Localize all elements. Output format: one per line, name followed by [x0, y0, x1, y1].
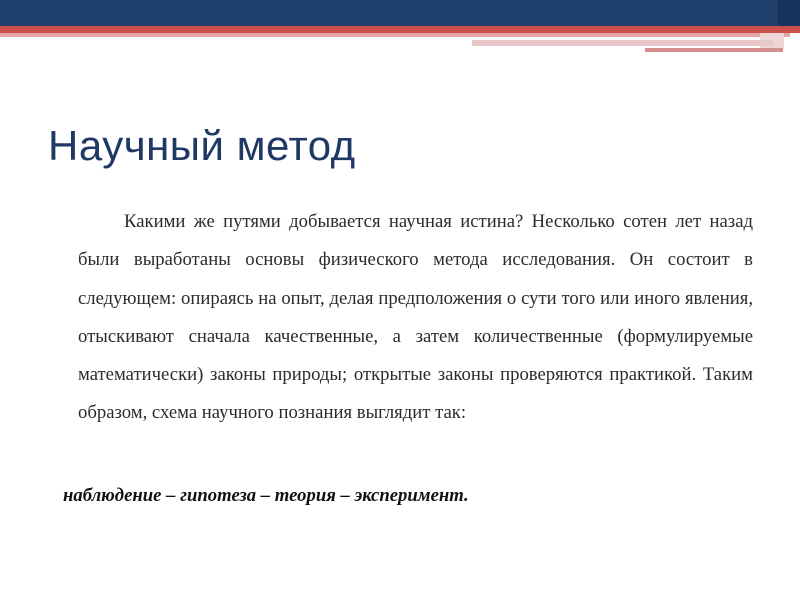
header-accent-stripe-short: [645, 48, 783, 52]
slide-title: Научный метод: [48, 122, 356, 169]
body-paragraph: Какими же путями добывается научная истина? Несколько сотен лет назад были выработаны основы физического метода исследования. Он состоит в следующем: опираясь на опыт, делая предположения о сути того или иного явления, отыскивают сначала качественные, а затем количественные (формулируемые математически) законы природы; открытые законы проверяются практикой. Таким образом, схема научного познания выглядит так:: [78, 211, 753, 424]
header-navy-band-end: [778, 0, 800, 26]
header-red-band: [0, 26, 800, 33]
header-pink-band: [0, 33, 790, 37]
method-scheme: наблюдение – гипотеза – теория – эксперимент.: [63, 485, 469, 506]
header-navy-band: [0, 0, 800, 26]
header-accent-stripe: [472, 40, 774, 46]
